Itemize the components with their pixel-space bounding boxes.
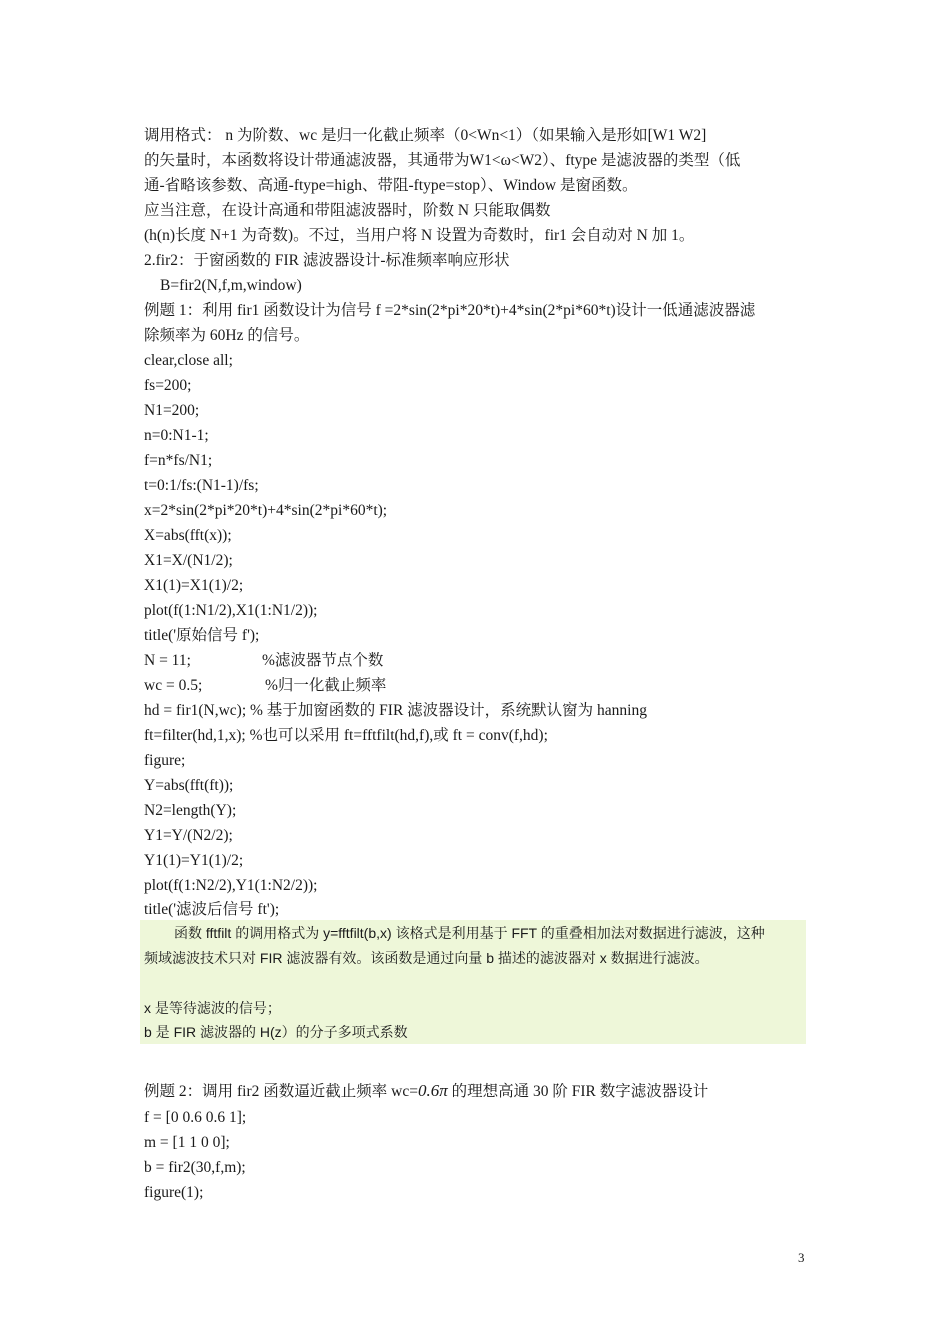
code-line: plot(f(1:N1/2),X1(1:N1/2));: [144, 602, 318, 619]
note-line-3: x 是等待滤波的信号；: [144, 1000, 281, 1016]
example2-prefix: 例题 2：调用 fir2 函数逼近截止频率 wc=: [144, 1083, 418, 1100]
code-line: figure;: [144, 752, 186, 769]
code-line: title('滤波后信号 ft');: [144, 901, 280, 918]
intro-line-2: 的矢量时，本函数将设计带通滤波器，其通带为W1<ω<W2）、ftype 是滤波器的类型（低: [144, 152, 741, 169]
code-line: f=n*fs/N1;: [144, 452, 213, 469]
example1-line-1: 例题 1：利用 fir1 函数设计为信号 f =2*sin(2*pi*20*t)+4*sin(2*pi*60*t)设计一低通滤波器滤: [144, 302, 756, 319]
code-line: x=2*sin(2*pi*20*t)+4*sin(2*pi*60*t);: [144, 502, 388, 519]
code-line: f = [0 0.6 0.6 1];: [144, 1109, 247, 1126]
code-line: figure(1);: [144, 1184, 204, 1201]
code-line: N2=length(Y);: [144, 802, 237, 819]
code-line: t=0:1/fs:(N1-1)/fs;: [144, 477, 259, 494]
intro-line-5: (h(n)长度 N+1 为奇数)。不过，当用户将 N 设置为奇数时，fir1 会自动对 N 加 1。: [144, 227, 695, 244]
example1-line-2: 除频率为 60Hz 的信号。: [144, 327, 310, 344]
intro-line-1: 调用格式： n 为阶数、wc 是归一化截止频率（0<Wn<1）（如果输入是形如[W1 W2]: [144, 127, 707, 144]
example2-line: [144, 1081, 708, 1102]
code-line: clear,close all;: [144, 352, 233, 369]
fir2-syntax: B=fir2(N,f,m,window): [160, 277, 302, 294]
intro-line-3: 通-省略该参数、高通-ftype=high、带阻-ftype=stop）、Window 是窗函数。: [144, 177, 638, 194]
code-line-wc: wc = 0.5;: [144, 677, 203, 694]
code-line: X=abs(fft(x));: [144, 527, 232, 544]
code-line: X1=X/(N1/2);: [144, 552, 233, 569]
code-comment-wc: %归一化截止频率: [265, 677, 387, 694]
code-line: plot(f(1:N2/2),Y1(1:N2/2));: [144, 877, 318, 894]
intro-line-4: 应当注意，在设计高通和带阻滤波器时，阶数 N 只能取偶数: [144, 202, 551, 219]
code-line: m = [1 1 0 0];: [144, 1134, 230, 1151]
note-line-4: b 是 FIR 滤波器的 H(z）的分子多项式系数: [144, 1024, 408, 1040]
code-line: title('原始信号 f');: [144, 627, 260, 644]
code-line: fs=200;: [144, 377, 192, 394]
example2-suffix: 的理想高通 30 阶 FIR 数字滤波器设计: [447, 1083, 709, 1100]
code-line: X1(1)=X1(1)/2;: [144, 577, 244, 594]
code-line: Y1=Y/(N2/2);: [144, 827, 233, 844]
code-line: b = fir2(30,f,m);: [144, 1159, 246, 1176]
note-line-1: 函数 fftfilt 的调用格式为 y=fftfilt(b,x) 该格式是利用基于 FFT 的重叠相加法对数据进行滤波，这种: [174, 925, 765, 941]
code-line: Y=abs(fft(ft));: [144, 777, 234, 794]
code-line: hd = fir1(N,wc); % 基于加窗函数的 FIR 滤波器设计，系统默认窗为 hanning: [144, 702, 647, 719]
fftfilt-note-box: [140, 920, 806, 1044]
code-comment-n: %滤波器节点个数: [262, 652, 384, 669]
code-line: N1=200;: [144, 402, 200, 419]
note-line-2: 频域滤波技术只对 FIR 滤波器有效。该函数是通过向量 b 描述的滤波器对 x 数据进行滤波。: [144, 950, 709, 966]
code-line-n: N = 11;: [144, 652, 191, 669]
code-line: ft=filter(hd,1,x); %也可以采用 ft=fftfilt(hd,f),或 ft = conv(f,hd);: [144, 727, 548, 744]
example2-math: 0.6π: [417, 1081, 448, 1100]
code-line: Y1(1)=Y1(1)/2;: [144, 852, 244, 869]
code-line: n=0:N1-1;: [144, 427, 209, 444]
page-number: 3: [798, 1250, 805, 1265]
fir2-heading: 2.fir2：于窗函数的 FIR 滤波器设计-标准频率响应形状: [144, 252, 510, 269]
